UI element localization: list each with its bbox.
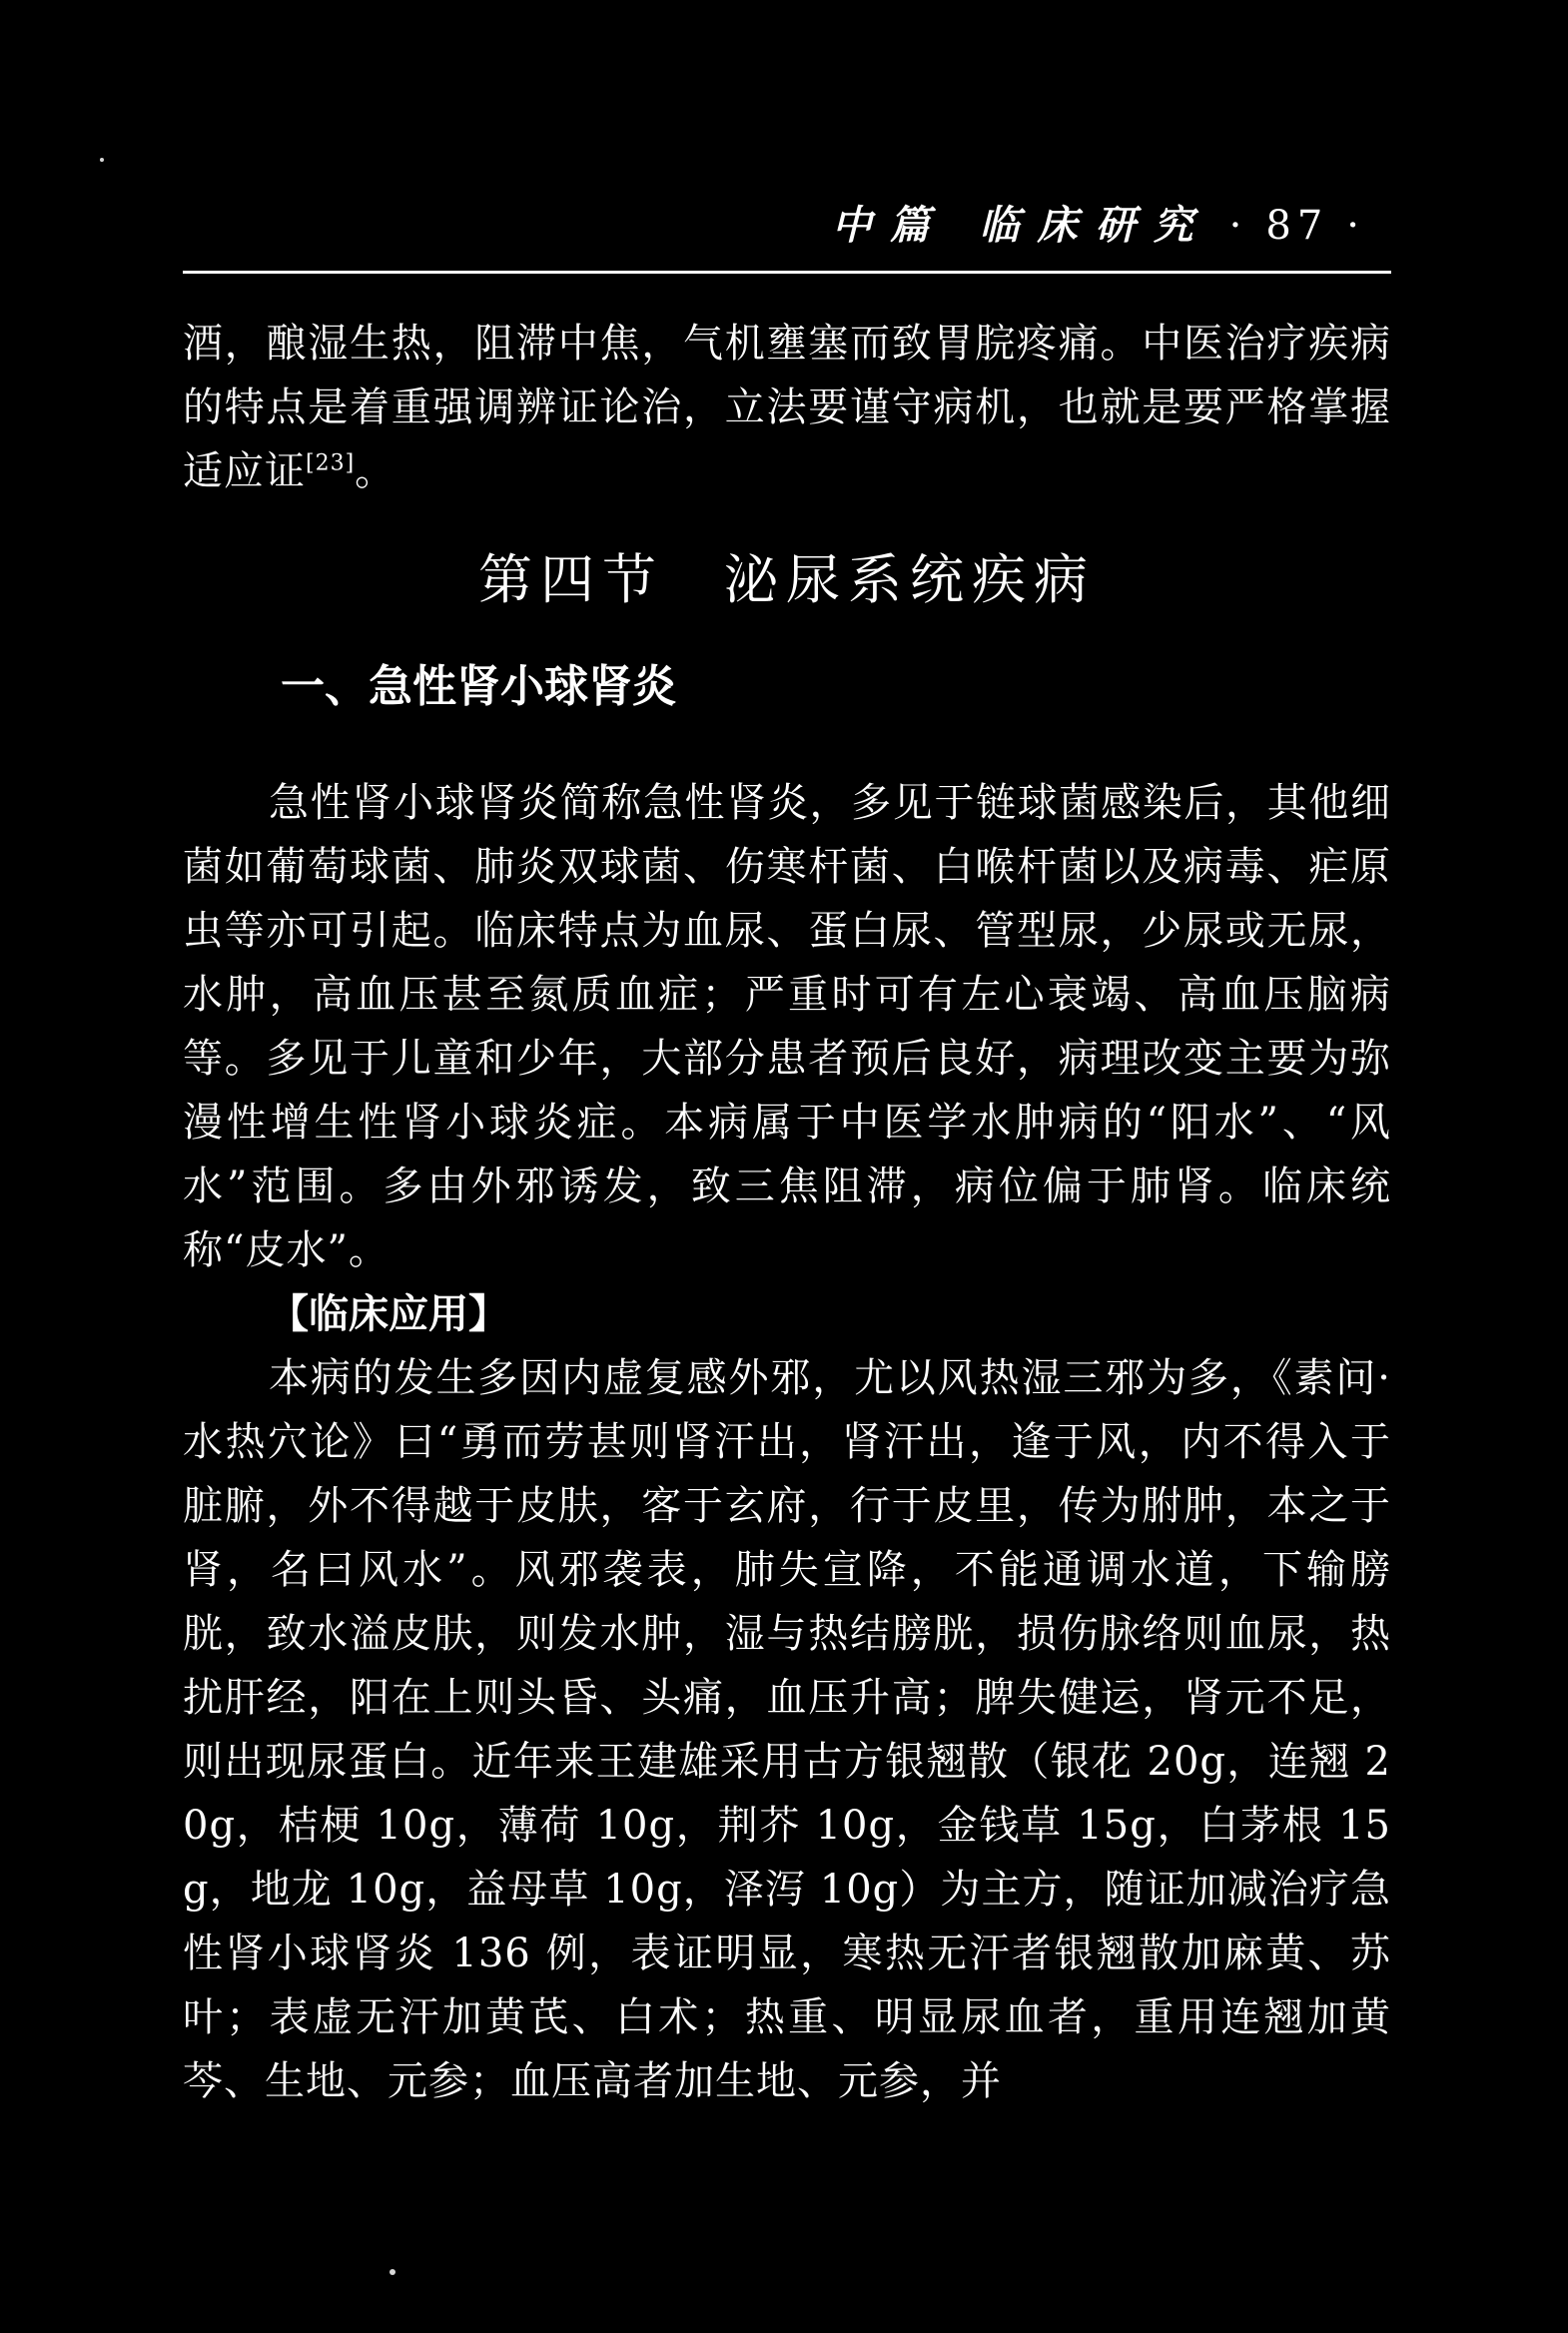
section-title: 泌尿系统疾病 xyxy=(724,548,1096,611)
intro-end: 。 xyxy=(355,448,396,494)
paragraph-clinical-application: 本病的发生多因内虚复感外邪，尤以风热湿三邪为多，《素问·水热穴论》曰“勇而劳甚则肾汗出，肾汗出，逢于风，内不得入于脏腑，外不得越于皮肤，客于玄府，行于皮里，传为胕肿，本之于肾，名曰风水”。风邪袭表，肺失宣降，不能通调水道，下输膀胱，致水溢皮肤，则发水肿，湿与热结膀胱，损伤脉络则血尿，热扰肝经，阳在上则头昏、头痛，血压升高；脾失健运，肾元不足，则出现尿蛋白。近年来王建雄采用古方银翘散（银花 20g，连翘 20g，桔梗 10g，薄荷 10g，荆芥 10g，金钱草 15g，白茅根 15g，地龙 10g，益母草 10g，泽泻 10g）为主方，随证加减治疗急性肾小球肾炎 136 例，表证明显，寒热无汗者银翘散加麻黄、苏叶；表虚无汗加黄芪、白术；热重、明显尿血者，重用连翘加黄芩、生地、元参；血压高者加生地、元参，并 xyxy=(183,1355,1391,2104)
paragraph-definition: 急性肾小球肾炎简称急性肾炎，多见于链球菌感染后，其他细菌如葡萄球菌、肺炎双球菌、伤寒杆菌、白喉杆菌以及病毒、疟原虫等亦可引起。临床特点为血尿、蛋白尿、管型尿，少尿或无尿，水肿，高血压甚至氮质血症；严重时可有左心衰竭、高血压脑病等。多见于儿童和少年，大部分患者预后良好，病理改变主要为弥漫性增生性肾小球炎症。本病属于中医学水肿病的“阳水”、“风水”范围。多由外邪诱发，致三焦阻滞，病位偏于肺肾。临床统称“皮水”。 xyxy=(183,780,1391,1273)
subsection-heading: 一、急性肾小球肾炎 xyxy=(281,661,676,712)
scan-speck xyxy=(100,158,104,162)
intro-text: 酒，酿湿生热，阻滞中焦，气机壅塞而致胃脘疼痛。中医治疗疾病的特点是着重强调辨证论治，立法要谨守病机，也就是要严格掌握适应证 xyxy=(183,321,1391,494)
section-heading xyxy=(183,545,1391,615)
intro-paragraph xyxy=(183,312,1391,503)
header-separator-trailing: · xyxy=(1346,203,1365,249)
citation-ref: [23] xyxy=(306,450,356,476)
scan-speck xyxy=(390,2269,395,2275)
page-body xyxy=(183,312,1391,2113)
header-separator: · xyxy=(1228,203,1248,249)
header-rule xyxy=(183,271,1391,274)
header-page-number: 87 xyxy=(1265,203,1329,249)
header-book-title: 中篇 临床研究 xyxy=(831,202,1211,249)
clinical-application-heading: 【临床应用】 xyxy=(269,1290,508,1337)
section-number: 第四节 xyxy=(478,548,664,611)
running-header xyxy=(0,200,1383,252)
